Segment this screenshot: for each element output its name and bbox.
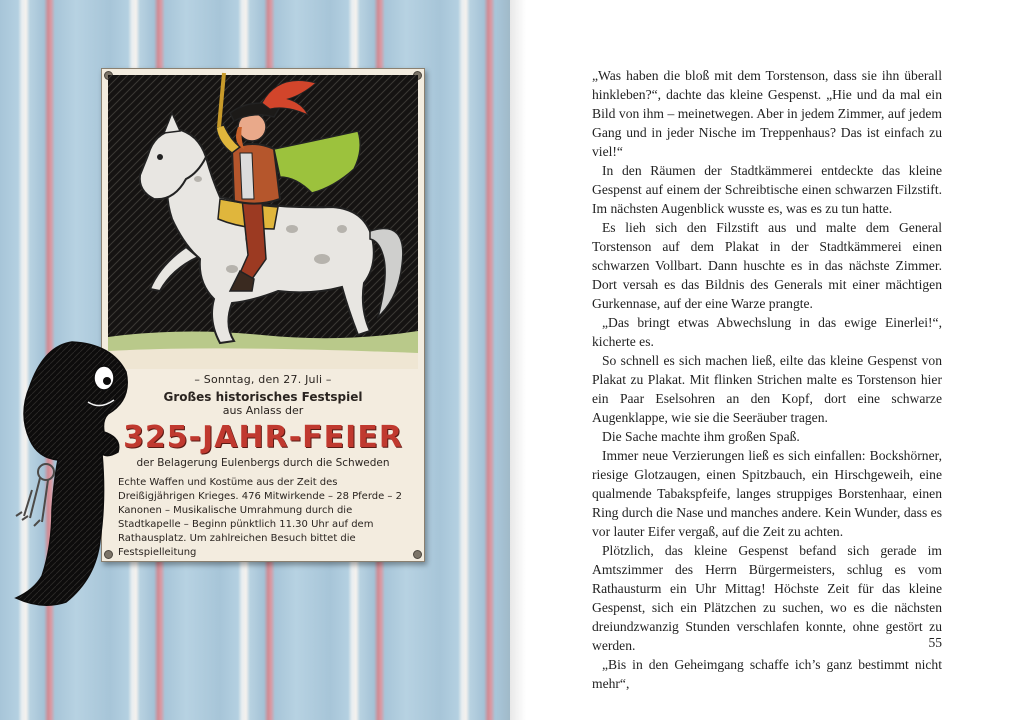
paragraph: „Das bringt etwas Abwechslung in das ewige Einerlei!“, kicherte es. [592, 315, 942, 349]
text-page [510, 0, 1020, 720]
paragraph: In den Räumen der Stadtkämmerei entdeckte das kleine Gespenst auf einem der Schreibtische einen schwarzen Filzstift. Im nächsten Augenblick wusste es, was es zu tun hatte. [592, 163, 942, 216]
poster-event-title: Großes historisches Festspiel [163, 390, 363, 404]
poster-subhead: der Belagerung Eulenbergs durch die Schweden [136, 457, 390, 469]
poster-headline: 325-JAHR-FEIER [123, 420, 403, 455]
page-number: 55 [928, 635, 942, 650]
paragraph: Plötzlich, das kleine Gespenst befand sich gerade im Amtszimmer des Herrn Bürgermeisters, schlug es vom Rathausturm ein Uhr Mittag! Höchste Zeit für das kleine Gespenst, sich ein Plätzchen zu suchen, wo es die nächsten dreiundzwanzig Stunden verschlafen konnte, ohne gestört zu werden. [592, 543, 942, 653]
poster-details: Echte Waffen und Kostüme aus der Zeit des Dreißigjährigen Krieges. 476 Mitwirkende – 28 Pferde – 2 Kanonen – Musikalische Umrahmung durch die Stadtkapelle – Beginn pünktlich 11.30 Uhr auf dem Rathausplatz. Um zahlreichen Besuch bittet die Festspielleitung [118, 477, 402, 558]
paragraph: Es lieh sich den Filzstift aus und malte dem General Torstenson auf dem Plakat in der Stadtkämmerei einen schwarzen Vollbart. Dann huschte es in das nächste Zimmer. Dort versah es das Bildnis des Generals mit einer mächtigen Gurkennase, auf der eine Warze prangte. [592, 220, 942, 311]
paragraph: „Was haben die bloß mit dem Torstenson, dass sie ihn überall hinkleben?“, dachte das kleine Gespenst. „Hie und da mal ein Bild von ihm – meinetwegen. Aber in jedem Zimmer, auf jedem Gang und in jeder Nische im Treppenhaus? Das ist einfach zu viel!“ [592, 68, 942, 159]
story-text [592, 66, 942, 693]
paragraph: Die Sache machte ihm großen Spaß. [602, 429, 800, 444]
festival-poster [101, 68, 425, 562]
general-on-horse-illustration [102, 69, 424, 369]
poster-text [102, 369, 424, 560]
paragraph: So schnell es sich machen ließ, eilte das kleine Gespenst von Plakat zu Plakat. Mit flinken Strichen malte es Torstenson hier ein Paar Eselsohren an den Kopf, dort eine schwarze Augenklappe, wie sie die Seeräuber tragen. [592, 353, 942, 425]
keys-icon [16, 464, 54, 526]
poster-occasion: aus Anlass der [222, 404, 304, 417]
poster-date: – Sonntag, den 27. Juli – [194, 373, 332, 386]
paragraph: Immer neue Verzierungen ließ es sich einfallen: Bockshörner, riesige Glotzaugen, einen Spitzbauch, ein Hirschgeweih, eine qualmende Tabakspfeife, langes struppiges Borstenhaar, einen Ring durch die Nase und manches andere. Kein Wunder, dass es vor lauter Eifer vergaß, auf die Zeit zu achten. [592, 448, 942, 539]
little-ghost-illustration [8, 340, 138, 610]
paragraph: „Bis in den Geheimgang schaffe ich’s ganz bestimmt nicht mehr“, [592, 657, 942, 691]
